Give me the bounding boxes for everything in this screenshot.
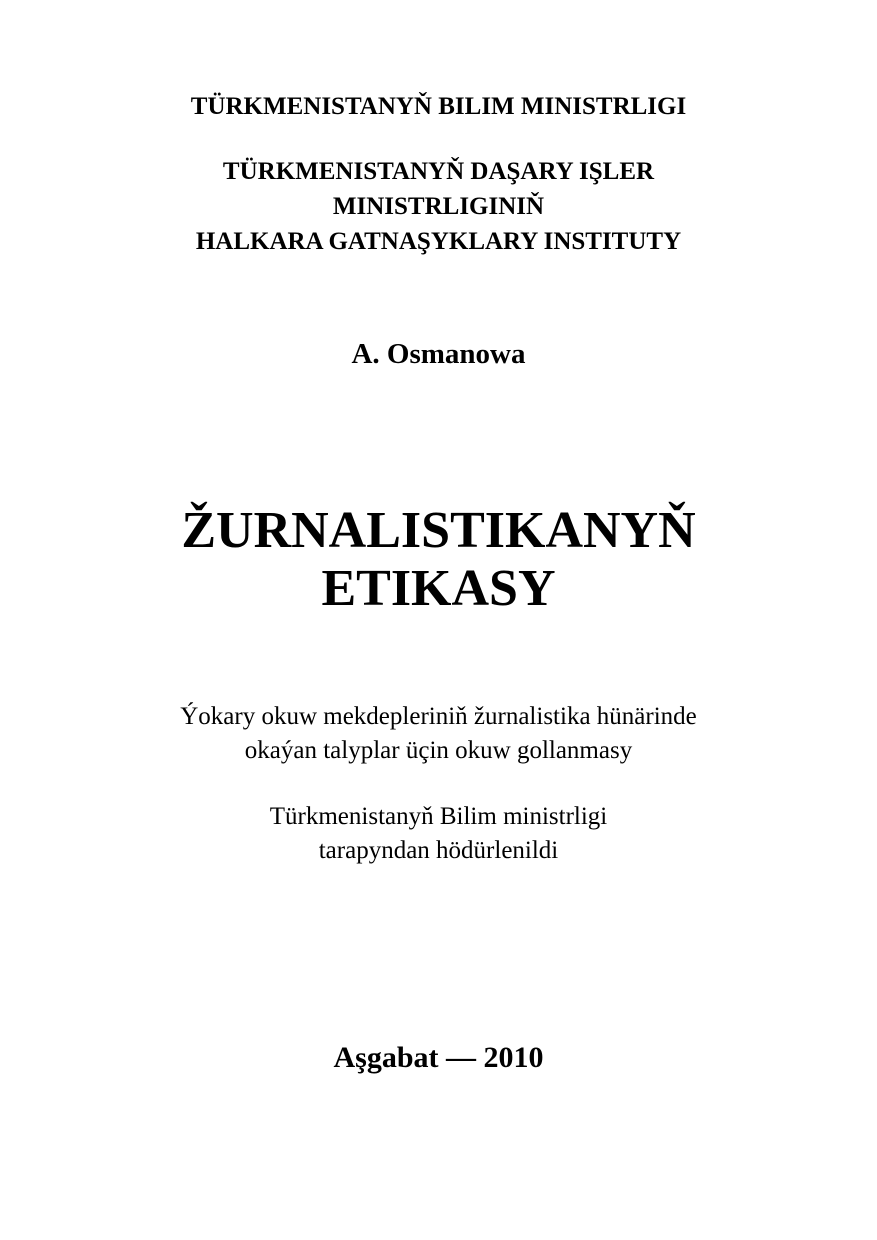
author-name: A. Osmanowa [351,338,526,370]
book-title-line-1: ŽURNALISTIKANYŇ [181,502,696,559]
description-line-2: okaýan talyplar üçin okuw gollanmasy [244,737,633,764]
institute-heading-line-3: HALKARA GATNAŞYKLARY INSTITUTY [195,228,682,255]
book-title-line-2: ETIKASY [321,560,556,617]
institute-heading-line-2: MINISTRLIGINIŇ [332,193,545,220]
approval-line-2: tarapyndan hödürlenildi [318,837,559,864]
ministry-heading: TÜRKMENISTANYŇ BILIM MINISTRLIGI [190,93,687,120]
institute-heading-line-1: TÜRKMENISTANYŇ DAŞARY IŞLER [222,158,655,185]
imprint-place-year: Aşgabat — 2010 [333,1041,544,1074]
description-line-1: Ýokary okuw mekdepleriniň žurnalistika hünärinde [180,703,697,730]
approval-line-1: Türkmenistanyň Bilim ministrligi [269,803,608,830]
